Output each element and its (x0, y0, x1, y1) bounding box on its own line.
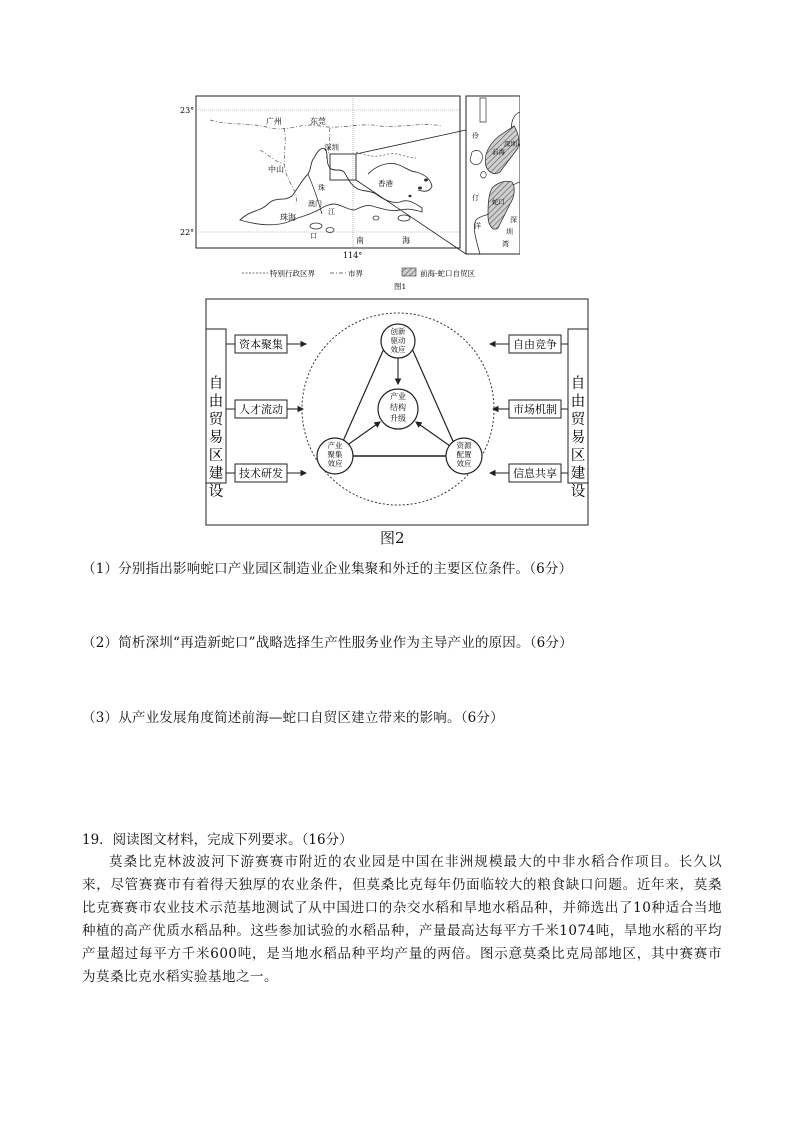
label-nan-char: 南 (356, 236, 364, 245)
svg-text:资本聚集: 资本聚集 (239, 338, 283, 351)
inset-label-zhen: 圳 (506, 228, 513, 236)
right-box-info (509, 464, 561, 482)
svg-text:信息共享: 信息共享 (513, 467, 557, 480)
inset-label-qianhai: 前海 (492, 148, 505, 156)
label-zhuhai: 珠海 (280, 213, 296, 222)
node-innovation-effect: 创新驱动效应 (390, 327, 406, 354)
node-allocation-effect: 资源配置效应 (456, 441, 472, 468)
inset-label-ding: 仃 (472, 194, 479, 202)
node-industry-upgrade: 产业结构升级 (390, 392, 406, 423)
right-vertical-title: 自由贸易区建设 (570, 376, 586, 500)
inset-label-wan: 湾 (502, 240, 509, 248)
figure2-caption: 图2 (380, 529, 405, 547)
label-dongguan: 东莞 (310, 117, 326, 126)
left-box-rd (235, 464, 287, 482)
svg-text:技术研发: 技术研发 (239, 467, 283, 480)
label-hongkong: 香港 (378, 179, 393, 188)
legend-ftz: 前海-蛇口自贸区 (420, 269, 476, 278)
lat-22-label: 22° (180, 228, 195, 237)
inset-label-shenzhen: 深圳 (504, 140, 517, 148)
right-box-market (509, 400, 561, 418)
label-shenzhen: 深圳 (324, 143, 339, 152)
question-1: （1）分别指出影响蛇口产业园区制造业企业集聚和外迁的主要区位条件。（6分） (82, 561, 573, 577)
svg-text:人才流动: 人才流动 (239, 403, 283, 416)
inset-label-ling: 伶 (472, 132, 479, 140)
question-3: （3）从产业发展角度简述前海—蛇口自贸区建立带来的影响。（6分） (82, 710, 504, 726)
inset-label-shen: 深 (510, 216, 517, 224)
inset-label-yang: 洋 (474, 222, 481, 230)
lon-114-label: 114° (343, 251, 363, 260)
figure1-map (180, 92, 520, 292)
legend-sar-boundary: 特别行政区界 (270, 269, 315, 278)
label-hai-char: 海 (402, 236, 410, 245)
right-box-competition (509, 335, 561, 353)
left-box-capital (235, 335, 287, 353)
lat-23-label: 23° (180, 106, 195, 115)
question-19-paragraph: 莫桑比克林波波河下游赛赛市附近的农业园是中国在非洲规模最大的中非水稻合作项目。长久以来，尽管赛赛市有着得天独厚的农业条件，但莫桑比克每年仍面临较大的粮食缺口问题。近年来，莫桑比克赛赛市农业技术示范基地测试了从中国进口的杂交水稻和旱地水稻品种，并筛选出了10种适合当地种植的高产优质水稻品种。这些参加试验的水稻品种，产量最高达每平方千米1074吨，旱地水稻的平均产量超过每平方千米600吨，是当地水稻品种平均产量的两倍。图示意莫桑比克局部地区，其中赛赛市为莫桑比克水稻实验基地之一。 (82, 854, 722, 985)
left-vertical-title: 自由贸易区建设 (208, 376, 224, 500)
label-zhu-char: 珠 (318, 184, 325, 192)
label-zhongshan: 中山 (268, 165, 284, 174)
figure2-diagram (200, 296, 592, 528)
label-guangzhou: 广州 (266, 117, 282, 126)
label-macao: 澳门 (308, 200, 322, 208)
svg-text:市场机制: 市场机制 (513, 403, 557, 416)
left-box-talent (235, 400, 287, 418)
label-jiang-char: 江 (328, 208, 335, 216)
svg-text:自由竞争: 自由竞争 (513, 338, 557, 351)
question-2: （2）简析深圳“再造新蛇口”战略选择生产性服务业作为主导产业的原因。（6分） (82, 635, 573, 651)
label-kou-char: 口 (310, 232, 317, 240)
figure1-caption: 图1 (394, 282, 407, 291)
inset-label-shekou: 蛇口 (492, 198, 505, 206)
question-19-heading: 19．阅读图文材料，完成下列要求。（16分） (82, 832, 353, 848)
node-agglomeration-effect: 产业聚集效应 (327, 441, 343, 468)
legend-city-boundary: 市界 (348, 269, 363, 278)
